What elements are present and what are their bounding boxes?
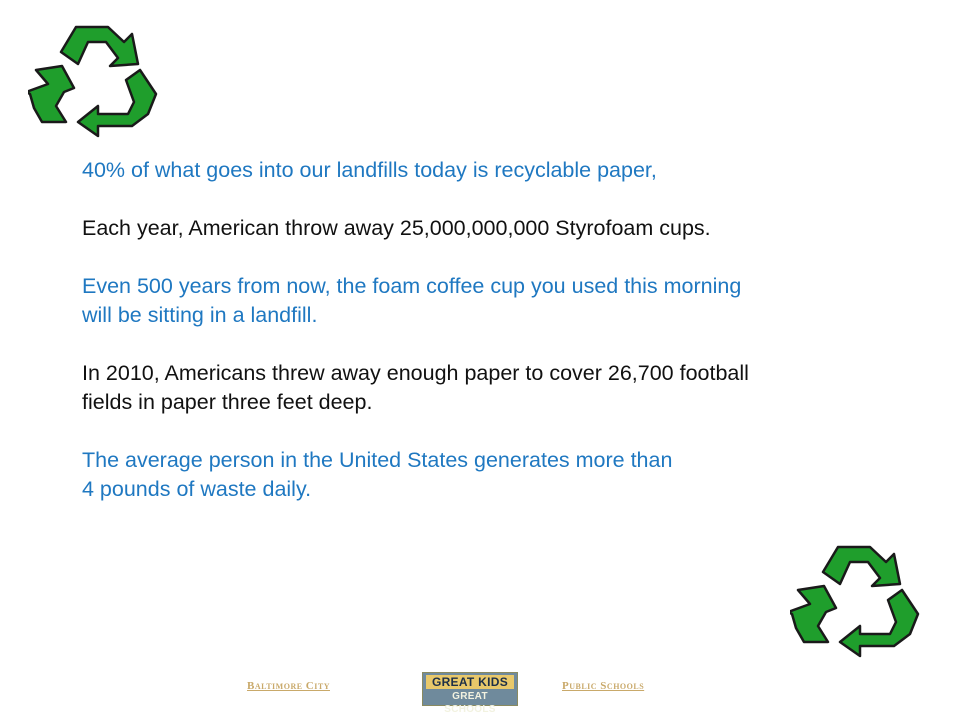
great-kids-logo [422,672,518,715]
fact-paragraph: Each year, American throw away 25,000,000,000 Styrofoam cups. [82,216,711,240]
fact-paragraph: Even 500 years from now, the foam coffee cup you used this morning will be sitting in a landfill. [82,274,742,327]
recycle-icon [28,22,162,148]
fact-paragraph: In 2010, Americans threw away enough paper to cover 26,700 football fields in paper three feet deep. [82,361,749,414]
footer [0,672,960,715]
logo-line-1: GREAT KIDS [426,675,514,689]
logo-line-2: GREAT SCHOOLS [444,691,496,715]
footer-left-text: Baltimore City [247,680,330,692]
fact-paragraph: 40% of what goes into our landfills today is recyclable paper, [82,158,657,182]
footer-right-text: Public Schools [562,680,645,692]
recycle-icon [790,542,924,668]
fact-list [82,156,932,533]
fact-paragraph: The average person in the United States generates more than 4 pounds of waste daily. [82,448,673,501]
